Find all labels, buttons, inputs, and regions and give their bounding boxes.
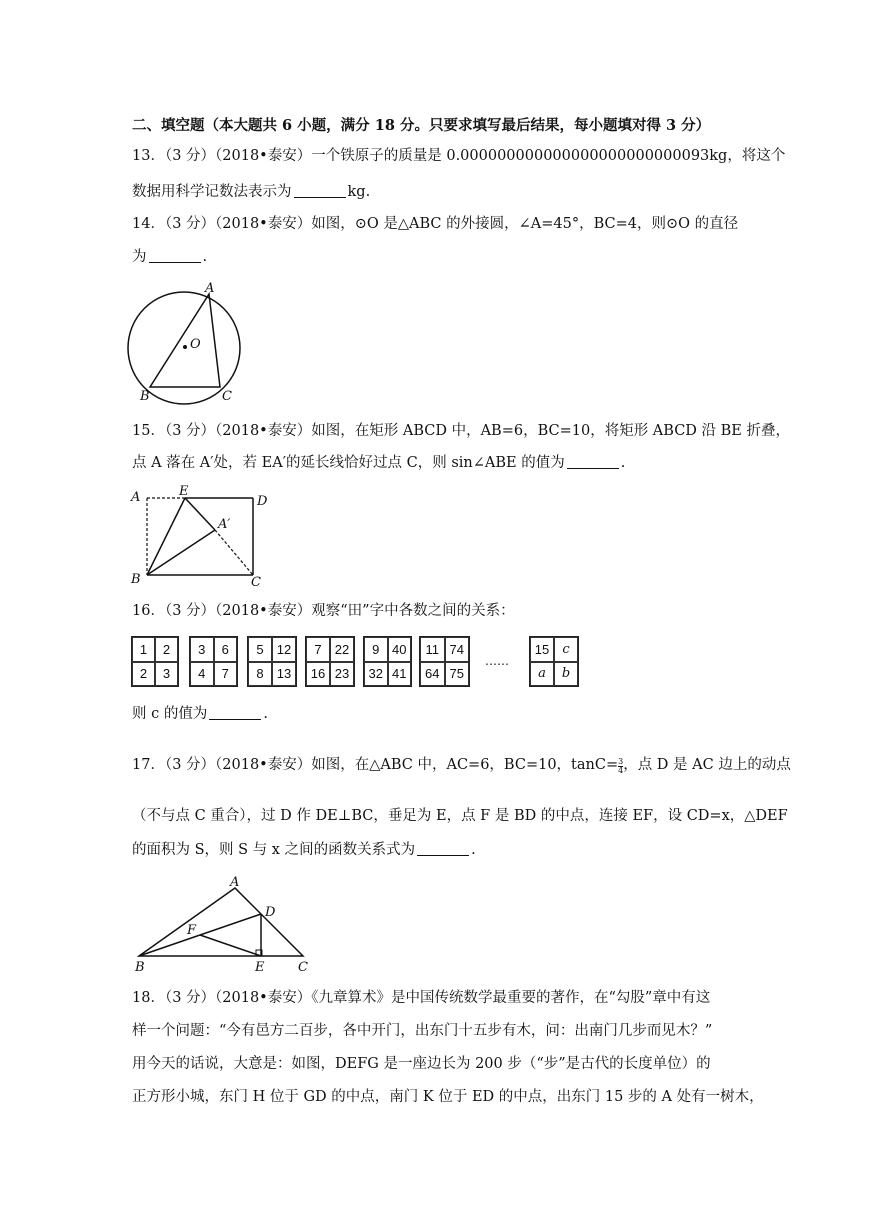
q16-period: .: [263, 706, 268, 722]
q13-line2: [132, 182, 370, 202]
label-f: F: [187, 923, 197, 938]
q15-period: .: [620, 455, 626, 471]
label-a: A: [230, 875, 240, 890]
q16-line1: 16．（3 分）（2018•泰安）观察“田”字中各数之间的关系：: [132, 603, 515, 619]
grid-cell: 1: [132, 637, 155, 662]
tian-grid-1: [131, 636, 179, 687]
q15-line2: [132, 453, 625, 473]
q13-unit: kg.: [347, 184, 371, 200]
q17-text-a: 17．（3 分）（2018•泰安）如图，在△ABC 中，AC=6，BC=10，tanC=: [132, 757, 619, 773]
q17-answer-blank: [417, 841, 469, 856]
grid-cell: 11: [420, 637, 445, 662]
q18-line1: 18．（3 分）（2018•泰安）《九章算术》是中国传统数学最重要的著作，在“勾股”章中有这: [132, 990, 711, 1006]
q14-period: .: [202, 249, 208, 265]
q16-answer-blank: [209, 705, 261, 720]
label-b: B: [131, 572, 141, 587]
tian-grid-3: [247, 636, 297, 687]
grid-cell: 7: [306, 637, 330, 662]
grid-cell: 2: [132, 662, 155, 687]
q18-line4: 正方形小城，东门 H 位于 GD 的中点，南门 K 位于 ED 的中点，出东门 15 步的 A 处有一树木，: [132, 1089, 764, 1105]
label-e: E: [179, 484, 189, 499]
label-c: C: [251, 575, 261, 588]
q16-text: 则 c 的值为: [132, 706, 208, 722]
fraction-numerator: 3: [618, 757, 624, 766]
q17-period: .: [471, 842, 476, 858]
grid-cell: 2: [155, 637, 178, 662]
segment-ea1: [185, 498, 215, 530]
tian-grid-last: [529, 636, 579, 687]
label-b: B: [135, 960, 145, 974]
label-a: A: [205, 281, 215, 296]
tian-grid-5: [363, 636, 412, 687]
segment-fe: [200, 935, 261, 956]
fraction-denominator: 4: [618, 766, 624, 775]
label-e: E: [255, 960, 265, 974]
grid-cell: 40: [388, 637, 412, 662]
segment-ba1: [147, 530, 215, 575]
grid-cell: 12: [272, 637, 296, 662]
q18-line3: 用今天的话说，大意是：如图，DEFG 是一座边长为 200 步（“步”是古代的长度单位）的: [132, 1056, 711, 1072]
q18-line2: 样一个问题：“今有邑方二百步，各中开门，出东门十五步有木，问：出南门几步而见木？”: [132, 1023, 713, 1039]
grid-cell: 3: [155, 662, 178, 687]
q15-line1: 15．（3 分）（2018•泰安）如图，在矩形 ABCD 中，AB=6，BC=10，将矩形 ABCD 沿 BE 折叠，: [132, 423, 790, 439]
grid-cell: b: [554, 662, 578, 687]
grid-cell: 23: [330, 662, 354, 687]
tian-grid-4: [305, 636, 355, 687]
label-a: A: [131, 490, 141, 505]
q16-answer-line: [132, 704, 268, 724]
q17-line1: [132, 755, 791, 775]
triangle-abc: [139, 888, 303, 956]
q14-answer-blank: [149, 248, 201, 263]
q15-answer-blank: [567, 454, 619, 469]
label-c: C: [298, 960, 308, 974]
grid-cell: 74: [445, 637, 470, 662]
q13-text: 数据用科学记数法表示为: [132, 184, 292, 200]
q14-line1: 14．（3 分）（2018•泰安）如图，⊙O 是△ABC 的外接圆，∠A=45°，BC=4，则⊙O 的直径: [132, 216, 739, 232]
grid-cell: 8: [248, 662, 272, 687]
grid-cell: 13: [272, 662, 296, 687]
q14-text: 为: [132, 249, 147, 265]
grid-cell: 22: [330, 637, 354, 662]
q17-triangle-figure: [125, 874, 325, 974]
tian-grid-2: [189, 636, 238, 687]
triangle-abc: [150, 294, 220, 387]
grid-cell: 75: [445, 662, 470, 687]
grid-cell: a: [530, 662, 554, 687]
q17-line2: （不与点 C 重合），过 D 作 DE⊥BC，垂足为 E，点 F 是 BD 的中点，连接 EF，设 CD=x，△DEF: [132, 808, 788, 824]
q13-answer-blank: [294, 183, 346, 198]
label-d: D: [265, 905, 276, 920]
q17-text: 的面积为 S，则 S 与 x 之间的函数关系式为: [132, 842, 416, 858]
center-point-o: [183, 345, 187, 349]
q15-text: 点 A 落在 A′处，若 EA′的延长线恰好过点 C，则 sin∠ABE 的值为: [132, 455, 565, 471]
grid-cell: 7: [214, 662, 238, 687]
q17-text-b: ，点 D 是 AC 边上的动点: [623, 757, 791, 773]
q17-line3: [132, 840, 476, 860]
tian-grid-6: [419, 636, 470, 687]
q14-circle-figure: [125, 280, 255, 405]
segment-be: [147, 498, 185, 575]
label-b: B: [140, 389, 150, 404]
label-o: O: [190, 337, 201, 352]
segment-a1c-dashed: [215, 530, 253, 575]
label-c: C: [222, 389, 232, 404]
grid-cell: 4: [190, 662, 214, 687]
grid-ellipsis: ……: [485, 654, 509, 668]
grid-cell: 9: [364, 637, 388, 662]
grid-cell: 64: [420, 662, 445, 687]
q15-rectangle-figure: [125, 483, 275, 588]
label-a-prime: A′: [218, 517, 231, 532]
q13-line1: 13．（3 分）（2018•泰安）一个铁原子的质量是 0.000000000000000000000000093kg，将这个: [132, 148, 786, 164]
grid-cell: 3: [190, 637, 214, 662]
grid-cell: 6: [214, 637, 238, 662]
grid-cell: 15: [530, 637, 554, 662]
section-heading: 二、填空题（本大题共 6 小题，满分 18 分。只要求填写最后结果，每小题填对得 3 分）: [132, 117, 711, 134]
grid-cell: c: [554, 637, 578, 662]
grid-cell: 5: [248, 637, 272, 662]
grid-cell: 16: [306, 662, 330, 687]
grid-cell: 32: [364, 662, 388, 687]
grid-cell: 41: [388, 662, 412, 687]
label-d: D: [257, 494, 268, 509]
q14-line2: [132, 247, 207, 267]
